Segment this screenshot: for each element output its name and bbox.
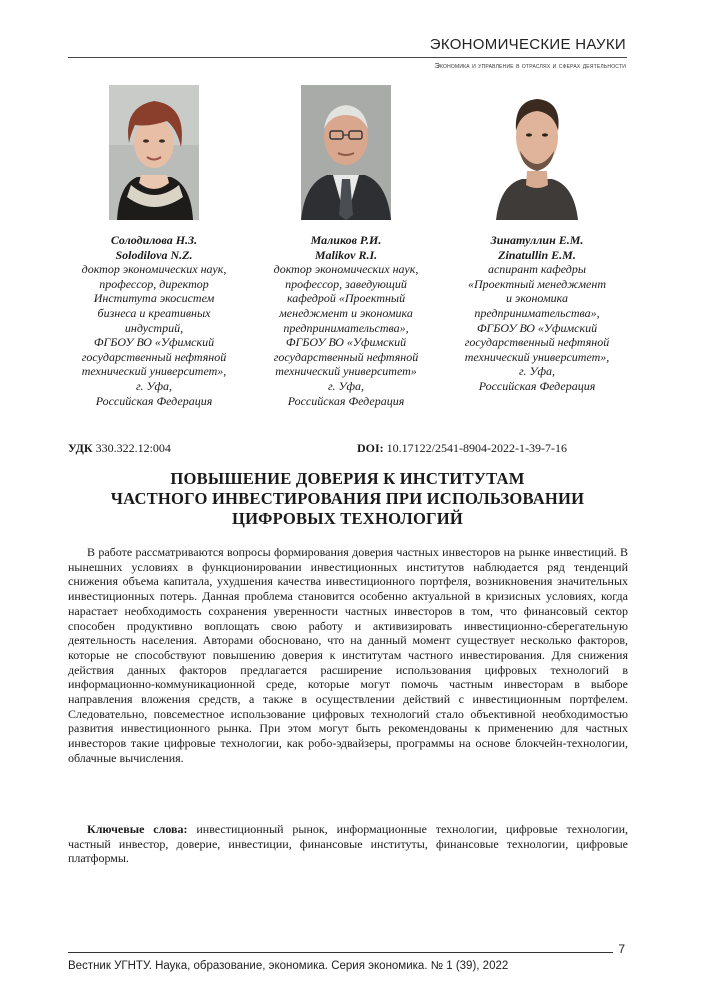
section-title: ЭКОНОМИЧЕСКИЕ НАУКИ: [429, 36, 626, 53]
doi-value[interactable]: 10.17122/2541-8904-2022-1-39-7-16: [386, 441, 567, 455]
abstract: В работе рассматриваются вопросы формирования доверия частных инвесторов на рынке инвестиций. В нынешних условиях в функционировании инвестиционных институтов наблюдается ряд тенденций снижения объема капитала, ухудшения качества инвестиционного портфеля, возникновения значительных инвестиционных потерь. Данная проблема становится особенно актуальной в кризисных условиях, когда нарастает необходимость сохранения уверенности частных инвесторов в том, что финансовый сектор способен продуктивно воплощать свою работу и активизировать инвестиционно-сберегательную деятельность населения. Авторами обосновано, что на данный момент существует несколько факторов, которые не способствуют повышению доверия к институтам частного инвестирования. Для снижения действия данных факторов предлагается расширение использования цифровых технологий в информационно-коммуникационной среде, которые могут помочь частным инвесторам в выборе направления вложения средств, а также в осуществлении действий с инвестиционным портфелем. Следовательно, повсеместное использование цифровых технологий стало объективной необходимостью развития инвестиционного рынка. При этом могут быть рекомендованы к применению для частных инвесторов такие цифровые технологии, как робо-эдвайзеры, программы на основе блокчейн-технологии, облачные вычисления.: [68, 545, 628, 765]
author-block-3: [442, 233, 632, 394]
author-name-en: Zinatullin E.M.: [498, 247, 576, 262]
title-line: ПОВЫШЕНИЕ ДОВЕРИЯ К ИНСТИТУТАМ: [170, 469, 525, 488]
author-block-1: [59, 233, 249, 408]
udc-code: [68, 441, 171, 456]
udc-value: 330.322.12:004: [95, 441, 171, 455]
keywords-label: Ключевые слова:: [87, 822, 188, 836]
title-line: ЧАСТНОГО ИНВЕСТИРОВАНИЯ ПРИ ИСПОЛЬЗОВАНИИ: [110, 488, 585, 508]
page-number: 7: [618, 942, 625, 956]
header-rule: [68, 57, 627, 58]
journal-citation: Вестник УГНТУ. Наука, образование, экономика. Серия экономика. № 1 (39), 2022: [68, 960, 509, 972]
author-affiliation: аспирант кафедры «Проектный менеджмент и экономика предпринимательства», ФГБОУ ВО «Уфимский государственный нефтяной технический университет», г. Уфа, Российская Федерация: [464, 262, 610, 393]
doi-label: DOI:: [357, 441, 384, 455]
keywords: [68, 822, 628, 866]
paper-title: [68, 469, 627, 528]
udc-label: УДК: [68, 441, 93, 455]
author-photo-2: [301, 85, 391, 220]
author-name-en: Solodilova N.Z.: [115, 247, 193, 262]
author-name-ru: Зинатуллин Е.М.: [490, 233, 584, 247]
section-subtitle: Экономика и управление в отраслях и сферах деятельности: [434, 61, 626, 70]
doi: [357, 441, 567, 456]
author-block-2: [251, 233, 441, 408]
author-affiliation: доктор экономических наук, профессор, директор Института экосистем бизнеса и креативных индустрий, ФГБОУ ВО «Уфимский государственный нефтяной технический университет», г. Уфа, Российская Федерация: [81, 262, 227, 408]
author-affiliation: доктор экономических наук, профессор, заведующий кафедрой «Проектный менеджмент и экономика предпринимательства», ФГБОУ ВО «Уфимский государственный нефтяной технический университет» г. Уфа, Российская Федерация: [273, 262, 419, 408]
footer-rule: [68, 952, 613, 953]
author-name-ru: Маликов Р.И.: [310, 233, 382, 247]
author-photo-3: [492, 85, 582, 220]
title-line: ЦИФРОВЫХ ТЕХНОЛОГИЙ: [231, 508, 464, 528]
keywords-list: инвестиционный рынок, информационные технологии, цифровые технологии, частный инвестор, доверие, инвестиции, финансовые институты, финансовые технологии, цифровые платформы.: [68, 822, 628, 866]
author-name-ru: Солодилова Н.З.: [110, 233, 198, 247]
author-photo-1: [109, 85, 199, 220]
author-name-en: Malikov R.I.: [314, 247, 378, 262]
